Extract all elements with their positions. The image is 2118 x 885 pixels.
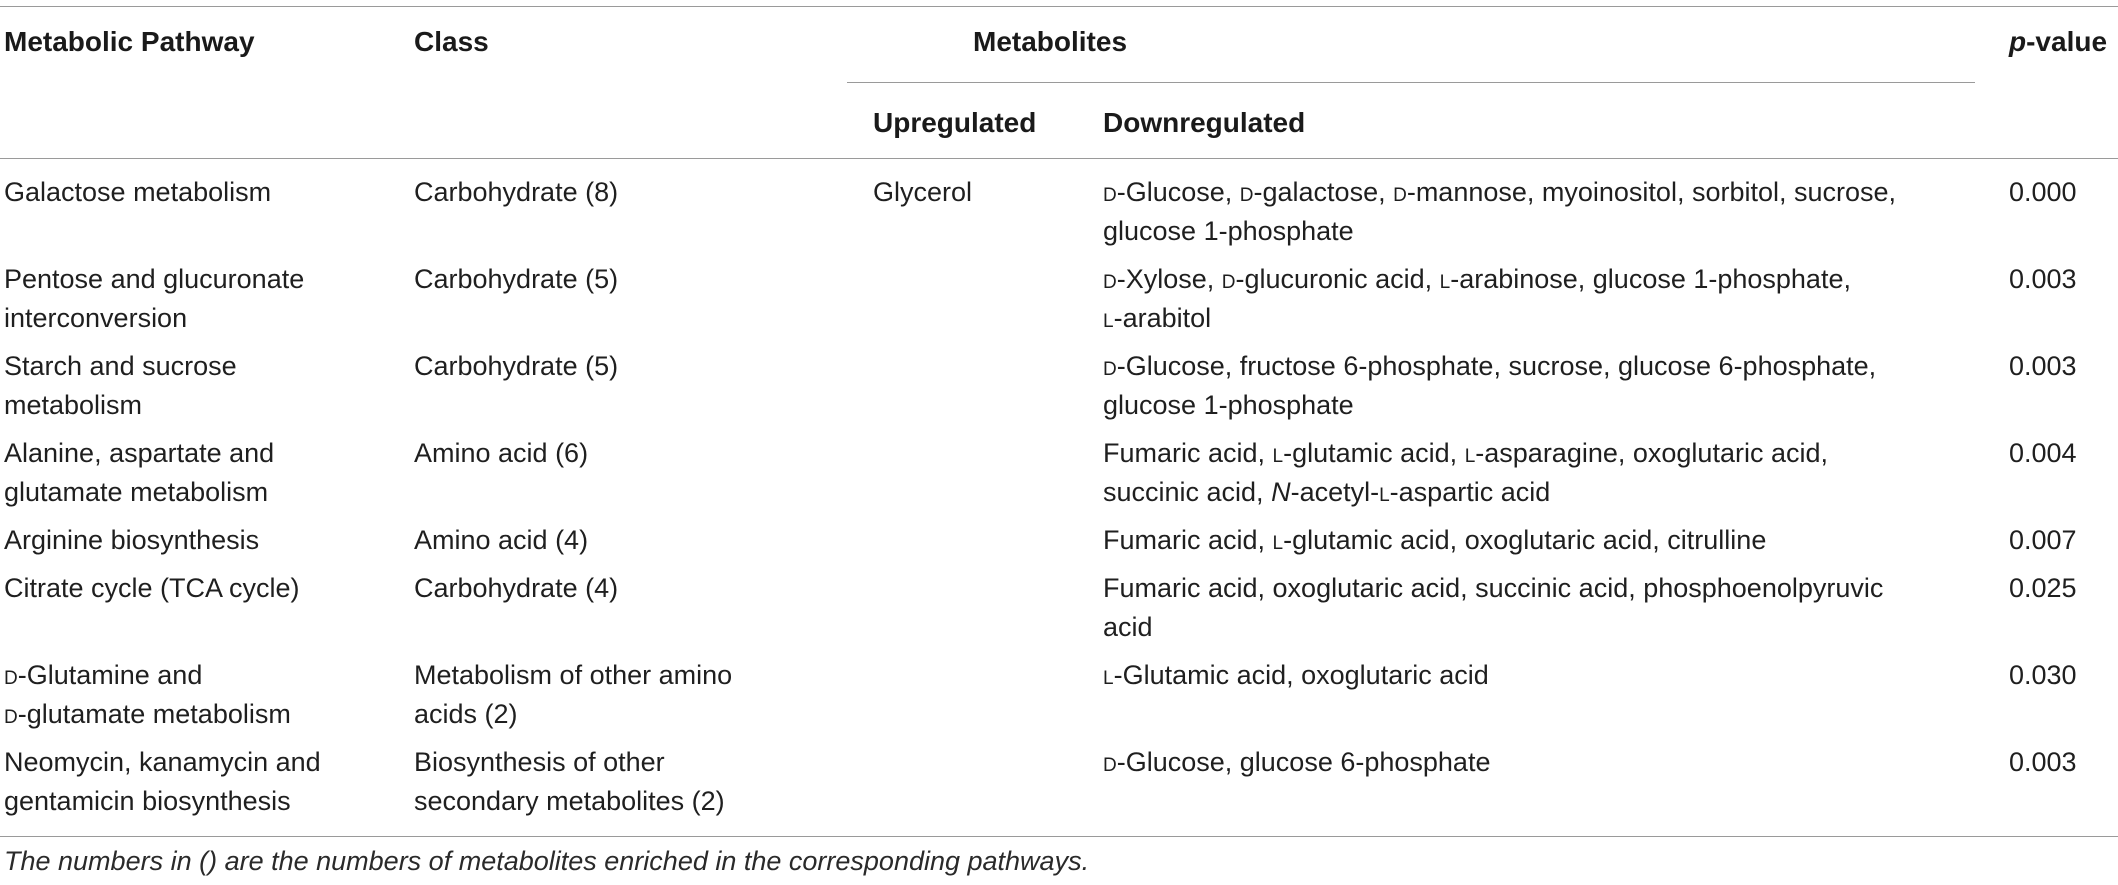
table-cell-down: d-Glucose, fructose 6-phosphate, sucrose, glucose 6-phosphate, <box>1103 351 1877 381</box>
table-cell-down: glucose 1-phosphate <box>1103 216 1354 246</box>
table-bottom-rule <box>0 836 2118 837</box>
table-cell-up: Glycerol <box>873 177 973 207</box>
header-class: Class <box>414 26 489 57</box>
header-bottom-rule <box>0 158 2118 159</box>
table-cell-pathway: Neomycin, kanamycin and <box>4 747 321 777</box>
table-cell-down: d-Glucose, d-galactose, d-mannose, myoinositol, sorbitol, sucrose, <box>1103 177 1897 207</box>
header-pathway: Metabolic Pathway <box>4 26 255 57</box>
header-pvalue <box>2009 22 2107 61</box>
table-cell-down: acid <box>1103 612 1153 642</box>
table-cell-down: l-arabitol <box>1103 303 1212 333</box>
table-cell-class: Carbohydrate (5) <box>414 351 619 381</box>
table-cell-pvalue: 0.030 <box>2009 660 2077 690</box>
metabolites-span-rule <box>847 82 1975 83</box>
header-metabolites: Metabolites <box>973 26 1128 57</box>
table-cell-class: Amino acid (4) <box>414 525 589 555</box>
table-cell-pvalue: 0.003 <box>2009 351 2077 381</box>
table-cell-pathway: d-Glutamine and <box>4 660 203 690</box>
table-cell-class: Carbohydrate (4) <box>414 573 619 603</box>
table-cell-pvalue: 0.004 <box>2009 438 2077 468</box>
header-upregulated: Upregulated <box>873 107 1037 138</box>
table-cell-pathway: d-glutamate metabolism <box>4 699 291 729</box>
table-cell-down: Fumaric acid, l-glutamic acid, oxoglutaric acid, citrulline <box>1103 525 1767 555</box>
table-cell-class: Biosynthesis of other <box>414 747 665 777</box>
table-cell-pathway: Arginine biosynthesis <box>4 525 260 555</box>
table-cell-pathway: Galactose metabolism <box>4 177 272 207</box>
table-cell-down: succinic acid, N-acetyl-l-aspartic acid <box>1103 477 1551 507</box>
table-cell-class: acids (2) <box>414 699 518 729</box>
table-cell-pvalue: 0.003 <box>2009 747 2077 777</box>
table-cell-pathway: Pentose and glucuronate <box>4 264 305 294</box>
table-cell-pathway: gentamicin biosynthesis <box>4 786 291 816</box>
table-cell-class: Amino acid (6) <box>414 438 589 468</box>
table-cell-down: d-Glucose, glucose 6-phosphate <box>1103 747 1491 777</box>
table-cell-pvalue: 0.025 <box>2009 573 2077 603</box>
table-cell-down: l-Glutamic acid, oxoglutaric acid <box>1103 660 1489 690</box>
table-cell-down: Fumaric acid, l-glutamic acid, l-asparagine, oxoglutaric acid, <box>1103 438 1828 468</box>
table-cell-class: Metabolism of other amino <box>414 660 733 690</box>
table-cell-down: glucose 1-phosphate <box>1103 390 1354 420</box>
table-cell-pvalue: 0.007 <box>2009 525 2077 555</box>
table-cell-pathway: metabolism <box>4 390 143 420</box>
table-cell-pathway: glutamate metabolism <box>4 477 269 507</box>
table-footnote: The numbers in () are the numbers of metabolites enriched in the corresponding pathways. <box>4 846 1090 876</box>
table-cell-pvalue: 0.000 <box>2009 177 2077 207</box>
pvalue-suffix: -value <box>2026 26 2108 57</box>
table-cell-down: d-Xylose, d-glucuronic acid, l-arabinose, glucose 1-phosphate, <box>1103 264 1851 294</box>
table-cell-down: Fumaric acid, oxoglutaric acid, succinic acid, phosphoenolpyruvic <box>1103 573 1884 603</box>
table-cell-pathway: Starch and sucrose <box>4 351 237 381</box>
table-cell-pathway: Alanine, aspartate and <box>4 438 275 468</box>
table-cell-pathway: Citrate cycle (TCA cycle) <box>4 573 300 603</box>
table-cell-class: Carbohydrate (5) <box>414 264 619 294</box>
table-cell-pathway: interconversion <box>4 303 188 333</box>
table-cell-class: Carbohydrate (8) <box>414 177 619 207</box>
table-cell-class: secondary metabolites (2) <box>414 786 725 816</box>
pvalue-italic-p: p <box>2009 26 2027 57</box>
header-downregulated: Downregulated <box>1103 107 1306 138</box>
top-rule <box>0 6 2118 7</box>
table-cell-pvalue: 0.003 <box>2009 264 2077 294</box>
